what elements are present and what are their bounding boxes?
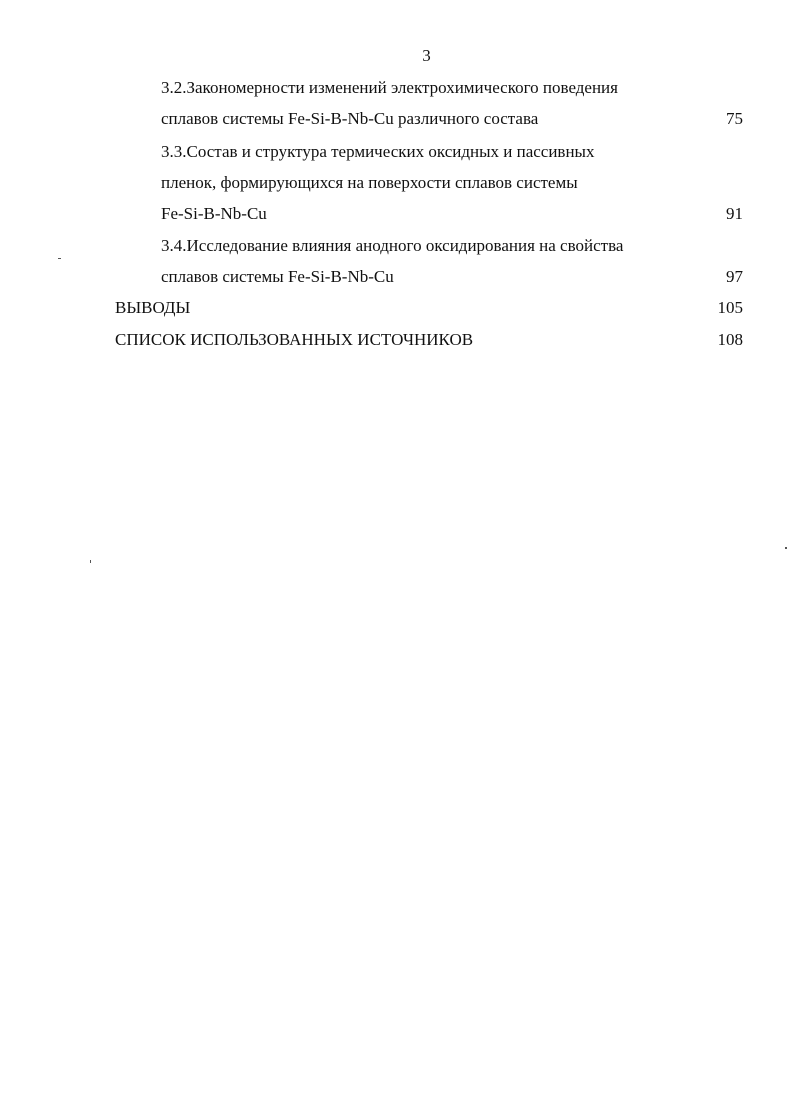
toc-entry-conclusions-page: 105: [717, 298, 743, 317]
scan-speck: [58, 258, 61, 259]
scan-speck: [90, 560, 91, 563]
toc-entry-3-3-line-1: 3.3.Состав и структура термических оксидных и пассивных: [161, 142, 595, 161]
toc-entry-3-4-line-1: 3.4.Исследование влияния анодного оксидирования на свойства: [161, 236, 624, 255]
toc-entry-3-3-page: 91: [726, 204, 743, 223]
toc-entry-references-title: СПИСОК ИСПОЛЬЗОВАННЫХ ИСТОЧНИКОВ: [115, 330, 474, 349]
page-number: 3: [422, 46, 431, 65]
toc-entry-3-2-line-2: сплавов системы Fe-Si-B-Nb-Cu различного состава: [161, 109, 539, 128]
toc-entry-conclusions-title: ВЫВОДЫ: [115, 298, 191, 317]
toc-entry-references-page: 108: [717, 330, 743, 349]
toc-entry-3-2-page: 75: [726, 109, 743, 128]
toc-entry-3-4-line-2: сплавов системы Fe-Si-B-Nb-Cu: [161, 267, 394, 286]
toc-entry-3-3-line-2: пленок, формирующихся на поверхости сплавов системы: [161, 173, 578, 192]
toc-entry-3-4-page: 97: [726, 267, 743, 286]
toc-entry-3-2-line-1: 3.2.Закономерности изменений электрохимического поведения: [161, 78, 618, 97]
toc-entry-3-3-line-3: Fe-Si-B-Nb-Cu: [161, 204, 267, 223]
scan-speck: [785, 547, 787, 549]
